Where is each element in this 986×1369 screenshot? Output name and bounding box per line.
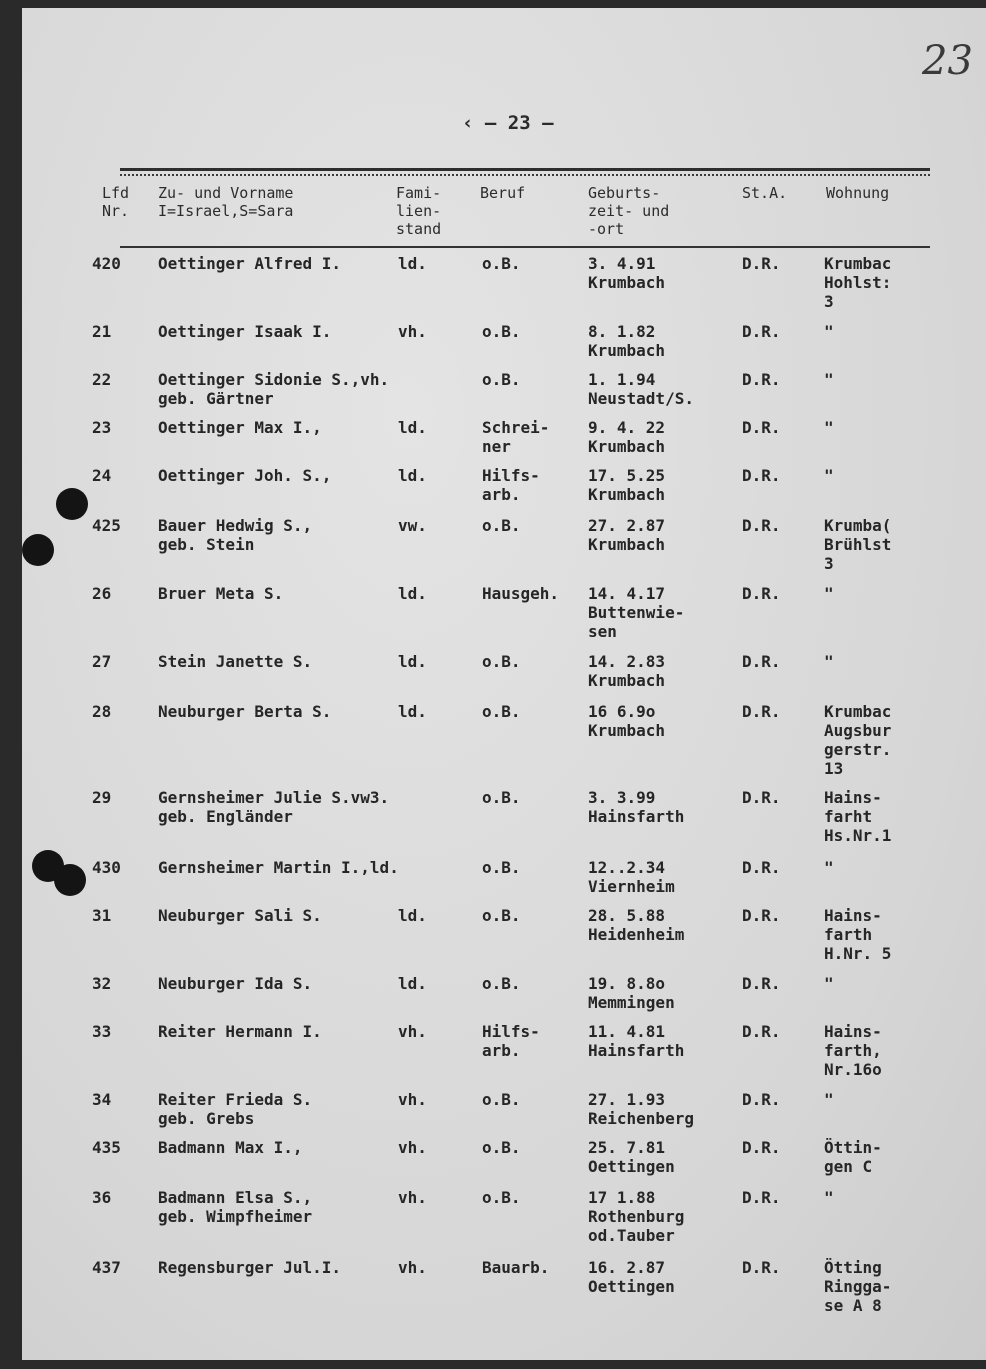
cell-marital: ld. [398,906,427,925]
cell-st: D.R. [742,1090,781,1109]
handwritten-page-number: 23 [922,38,973,84]
cell-marital: ld. [398,254,427,273]
header-rule-bottom [120,246,930,248]
cell-birth: 14. 2.83 Krumbach [588,652,666,690]
cell-name: Oettinger Isaak I. [158,322,332,341]
header-birth: Geburts- zeit- und -ort [588,184,670,238]
cell-nr: 32 [92,974,112,993]
cell-marital: ld. [398,702,427,721]
cell-nr: 27 [92,652,112,671]
cell-st: D.R. [742,906,781,925]
cell-name: Neuburger Berta S. [158,702,332,721]
cell-st: D.R. [742,1188,781,1207]
cell-nr: 33 [92,1022,112,1041]
cell-st: D.R. [742,322,781,341]
cell-birth: 12..2.34 Viernheim [588,858,675,896]
cell-nr: 29 [92,788,112,807]
cell-marital: vh. [398,1090,427,1109]
cell-marital: ld. [398,584,427,603]
cell-birth: 9. 4. 22 Krumbach [588,418,666,456]
document-page [22,8,986,1360]
cell-name: Bauer Hedwig S., geb. Stein [158,516,313,554]
cell-st: D.R. [742,788,781,807]
cell-job: o.B. [482,974,521,993]
cell-job: o.B. [482,858,521,877]
header-marital: Fami- lien- stand [396,184,442,238]
cell-name: Oettinger Alfred I. [158,254,342,273]
cell-birth: 14. 4.17 Buttenwie- sen [588,584,685,641]
header-rule-top [120,168,930,171]
cell-marital: vh. [398,322,427,341]
cell-nr: 28 [92,702,112,721]
cell-marital: vh. [398,1138,427,1157]
cell-name: Bruer Meta S. [158,584,284,603]
cell-address: Hains- farth, Nr.16o [824,1022,882,1079]
cell-st: D.R. [742,1022,781,1041]
header-st: St.A. [742,184,788,202]
cell-st: D.R. [742,702,781,721]
cell-birth: 11. 4.81 Hainsfarth [588,1022,685,1060]
cell-address: " [824,466,834,485]
cell-birth: 16. 2.87 Oettingen [588,1258,675,1296]
cell-job: o.B. [482,1090,521,1109]
cell-address: Krumba( Brühlst 3 [824,516,892,573]
cell-job: Bauarb. [482,1258,550,1277]
cell-nr: 31 [92,906,112,925]
cell-address: " [824,418,834,437]
cell-name: Gernsheimer Julie S.vw3. geb. Engländer [158,788,390,826]
cell-address: " [824,1090,834,1109]
cell-nr: 36 [92,1188,112,1207]
cell-marital: ld. [398,652,427,671]
cell-st: D.R. [742,1138,781,1157]
cell-marital: vh. [398,1258,427,1277]
cell-marital: vh. [398,1188,427,1207]
cell-name: Regensburger Jul.I. [158,1258,342,1277]
page-label: ‹ – 23 – [462,112,554,134]
cell-name: Oettinger Max I., [158,418,322,437]
cell-st: D.R. [742,974,781,993]
cell-address: Hains- farht Hs.Nr.1 [824,788,892,845]
cell-job: Hilfs- arb. [482,466,540,504]
cell-st: D.R. [742,516,781,535]
cell-birth: 3. 4.91 Krumbach [588,254,666,292]
cell-name: Reiter Hermann I. [158,1022,322,1041]
cell-nr: 425 [92,516,121,535]
cell-job: o.B. [482,1138,521,1157]
cell-name: Oettinger Joh. S., [158,466,332,485]
cell-name: Neuburger Ida S. [158,974,313,993]
cell-st: D.R. [742,466,781,485]
cell-address: " [824,322,834,341]
cell-marital: vh. [398,1022,427,1041]
cell-st: D.R. [742,584,781,603]
cell-address: " [824,974,834,993]
cell-birth: 8. 1.82 Krumbach [588,322,666,360]
cell-job: Hilfs- arb. [482,1022,540,1060]
cell-name: Oettinger Sidonie S.,vh. geb. Gärtner [158,370,390,408]
cell-nr: 23 [92,418,112,437]
cell-nr: 21 [92,322,112,341]
cell-nr: 437 [92,1258,121,1277]
cell-marital: ld. [398,466,427,485]
cell-address: Ötting Ringga- se A 8 [824,1258,892,1315]
cell-address: " [824,584,834,603]
cell-nr: 435 [92,1138,121,1157]
cell-birth: 3. 3.99 Hainsfarth [588,788,685,826]
cell-name: Badmann Max I., [158,1138,303,1157]
cell-address: Öttin- gen C [824,1138,882,1176]
cell-st: D.R. [742,1258,781,1277]
cell-marital: vw. [398,516,427,535]
cell-job: o.B. [482,652,521,671]
cell-job: o.B. [482,788,521,807]
cell-birth: 17 1.88 Rothenburg od.Tauber [588,1188,685,1245]
cell-st: D.R. [742,370,781,389]
header-rule-dotted [120,174,930,177]
cell-job: Schrei- ner [482,418,550,456]
cell-address: " [824,858,834,877]
cell-name: Reiter Frieda S. geb. Grebs [158,1090,313,1128]
cell-birth: 28. 5.88 Heidenheim [588,906,685,944]
cell-birth: 19. 8.8o Memmingen [588,974,675,1012]
cell-birth: 16 6.9o Krumbach [588,702,666,740]
cell-address: Krumbac Hohlst: 3 [824,254,892,311]
cell-nr: 34 [92,1090,112,1109]
punch-hole [54,864,86,896]
cell-nr: 26 [92,584,112,603]
cell-birth: 25. 7.81 Oettingen [588,1138,675,1176]
cell-st: D.R. [742,254,781,273]
cell-marital: ld. [398,418,427,437]
cell-address: " [824,1188,834,1207]
header-nr: Lfd Nr. [102,184,130,220]
cell-address: " [824,652,834,671]
cell-st: D.R. [742,418,781,437]
cell-name: Gernsheimer Martin I.,ld. [158,858,399,877]
header-job: Beruf [480,184,526,202]
punch-hole [22,534,54,566]
cell-job: o.B. [482,702,521,721]
cell-job: Hausgeh. [482,584,560,603]
cell-st: D.R. [742,858,781,877]
cell-nr: 22 [92,370,112,389]
cell-address: " [824,370,834,389]
cell-name: Badmann Elsa S., geb. Wimpfheimer [158,1188,313,1226]
header-address: Wohnung [826,184,890,202]
cell-birth: 1. 1.94 Neustadt/S. [588,370,694,408]
cell-job: o.B. [482,254,521,273]
cell-job: o.B. [482,370,521,389]
cell-marital: ld. [398,974,427,993]
cell-st: D.R. [742,652,781,671]
cell-birth: 17. 5.25 Krumbach [588,466,666,504]
cell-job: o.B. [482,322,521,341]
header-name: Zu- und Vorname I=Israel,S=Sara [158,184,294,220]
cell-address: Hains- farth H.Nr. 5 [824,906,892,963]
cell-job: o.B. [482,906,521,925]
cell-name: Neuburger Sali S. [158,906,322,925]
punch-hole [56,488,88,520]
cell-nr: 24 [92,466,112,485]
cell-birth: 27. 1.93 Reichenberg [588,1090,694,1128]
cell-job: o.B. [482,1188,521,1207]
cell-nr: 430 [92,858,121,877]
cell-address: Krumbac Augsbur gerstr. 13 [824,702,892,778]
cell-job: o.B. [482,516,521,535]
cell-nr: 420 [92,254,121,273]
cell-birth: 27. 2.87 Krumbach [588,516,666,554]
cell-name: Stein Janette S. [158,652,313,671]
